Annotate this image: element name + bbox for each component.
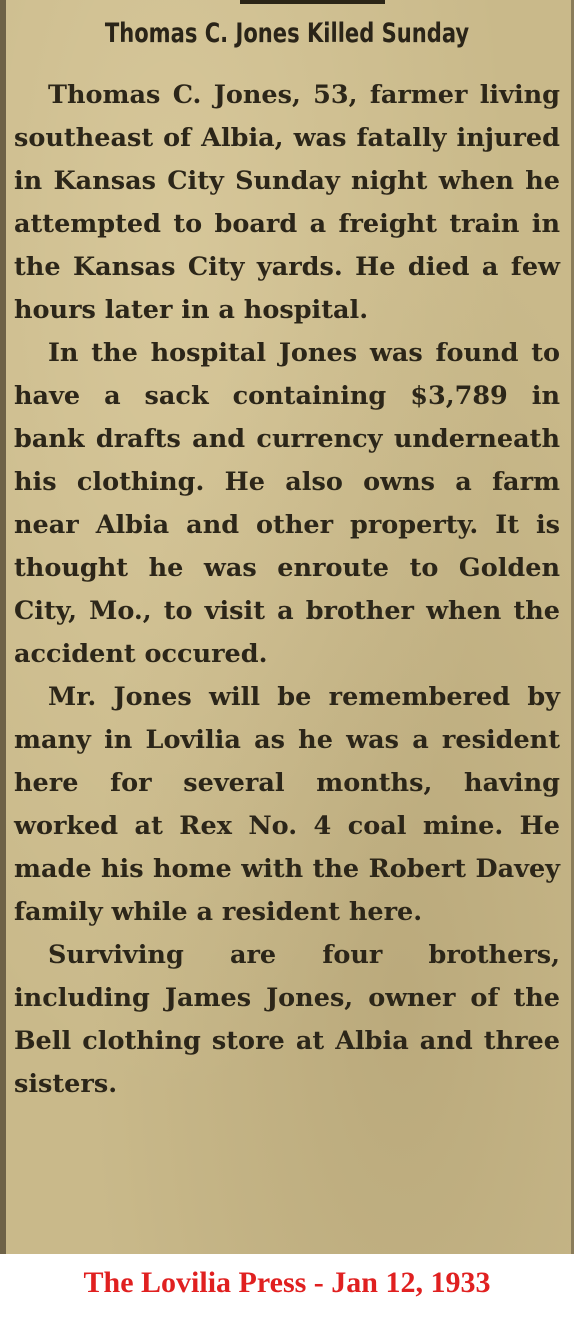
article-paragraph-1: Thomas C. Jones, 53, farmer living southeast of Albia, was fatally injured in Kansas City Sunday night when he attempted to board a freight train in the Kansas City yards. He died a few hours later in a hospital. — [14, 80, 560, 325]
article-body — [14, 74, 560, 1106]
article-headline: Thomas C. Jones Killed Sunday — [104, 18, 470, 49]
article-paragraph-3: Mr. Jones will be remembered by many in Lovilia as he was a resident here for several months, having worked at Rex No. 4 coal mine. He made his home with the Robert Davey family while a resident here. — [14, 682, 560, 927]
clipping-edge-left — [0, 0, 6, 1254]
article-paragraph-2: In the hospital Jones was found to have a sack containing $3,789 in bank drafts and currency underneath his clothing. He also owns a farm near Albia and other property. It is thought he was enroute to Golden City, Mo., to visit a brother when the accident occured. — [14, 338, 560, 669]
headline-top-rule — [240, 0, 385, 4]
source-caption: The Lovilia Press - Jan 12, 1933 — [83, 1266, 491, 1299]
article-paragraph-4: Surviving are four brothers, including James Jones, owner of the Bell clothing store at Albia and three sisters. — [14, 940, 560, 1099]
